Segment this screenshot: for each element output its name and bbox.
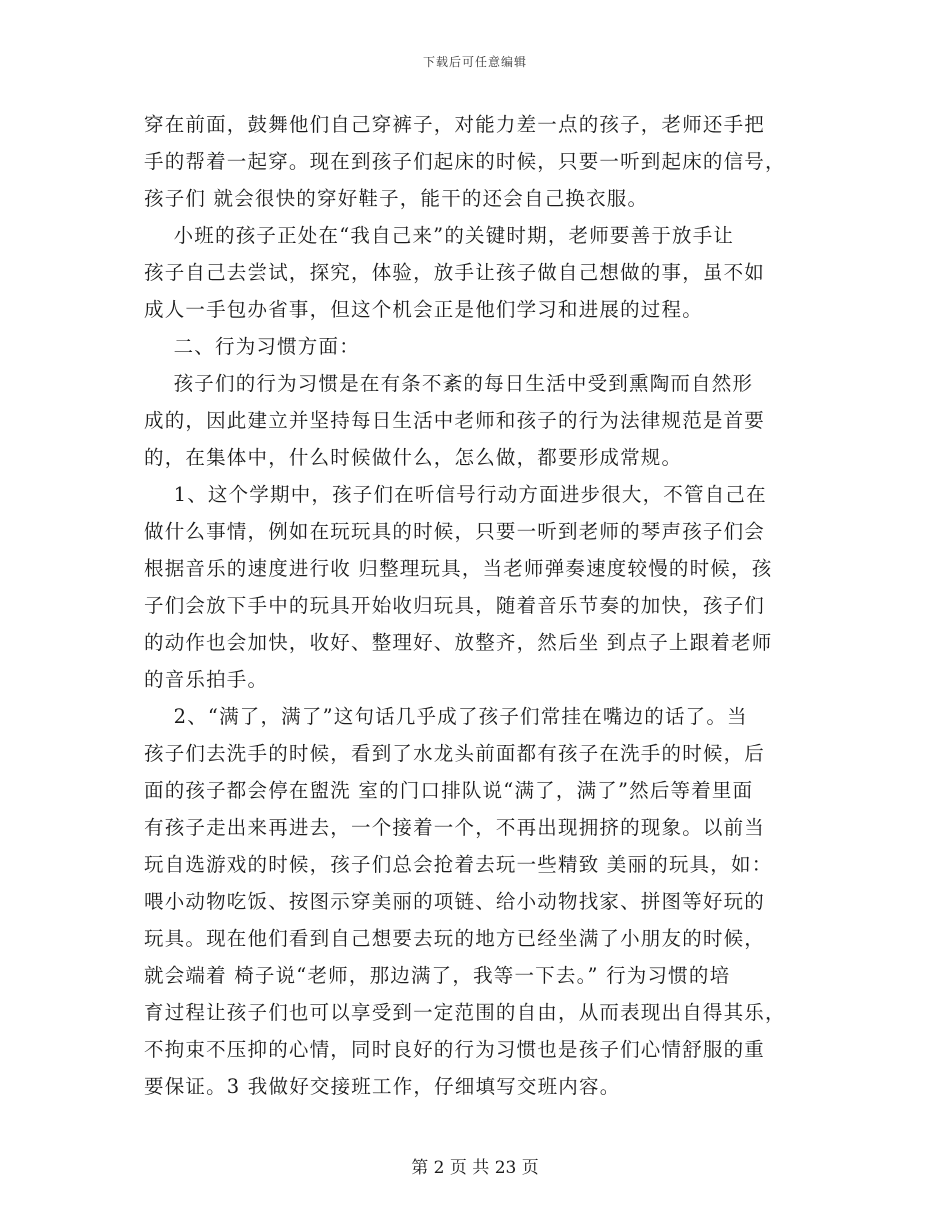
- text-line: 做什么事情，例如在玩玩具的时候，只要一听到老师的琴声孩子们会: [144, 520, 766, 543]
- text-line: 就会端着 椅子说“老师，那边满了，我等一下去。” 行为习惯的培: [144, 964, 731, 987]
- text-line: 育过程让孩子们也可以享受到一定范围的自由，从而表现出自得其乐，: [144, 1001, 786, 1024]
- text-line: 玩具。现在他们看到自己想要去玩的地方已经坐满了小朋友的时候，: [144, 927, 766, 950]
- text-line: 孩子们去洗手的时候，看到了水龙头前面都有孩子在洗手的时候，后: [144, 742, 766, 765]
- text-line: 成人一手包办省事，但这个机会正是他们学习和进展的过程。: [144, 298, 703, 321]
- text-line: 玩自选游戏的时候，孩子们总会抢着去玩一些精致 美丽的玩具，如：: [144, 853, 773, 876]
- text-line: 成的，因此建立并坚持每日生活中老师和孩子的行为法律规范是首要: [144, 409, 766, 432]
- text-line: 的动作也会加快，收好、整理好、放整齐，然后坐 到点子上跟着老师: [144, 631, 773, 654]
- text-line: 喂小动物吃饭、按图示穿美丽的项链、给小动物找家、拼图等好玩的: [144, 890, 766, 913]
- page-number: 第 2 页 共 23 页: [411, 1158, 539, 1178]
- text-line: 孩子们 就会很快的穿好鞋子，能干的还会自己换衣服。: [144, 187, 649, 210]
- text-line: 不拘束不压抑的心情，同时良好的行为习惯也是孩子们心情舒服的重: [144, 1038, 766, 1061]
- text-line: 的，在集体中，什么时候做什么，怎么做，都要形成常规。: [144, 446, 683, 469]
- text-line: 根据音乐的速度进行收 归整理玩具，当老师弹奏速度较慢的时候，孩: [144, 557, 773, 580]
- text-line: 小班的孩子正处在“我自己来”的关键时期，老师要善于放手让: [144, 224, 735, 247]
- text-line: 手的帮着一起穿。现在到孩子们起床的时候，只要一听到起床的信号，: [144, 150, 786, 173]
- text-line: 穿在前面，鼓舞他们自己穿裤子，对能力差一点的孩子，老师还手把: [144, 113, 766, 136]
- text-line: 孩子自己去尝试，探究，体验，放手让孩子做自己想做的事，虽不如: [144, 261, 766, 284]
- text-line: 2、“满了，满了”这句话几乎成了孩子们常挂在嘴边的话了。当: [144, 705, 748, 728]
- text-line: 有孩子走出来再进去，一个接着一个，不再出现拥挤的现象。以前当: [144, 816, 766, 839]
- text-line: 1、这个学期中，孩子们在听信号行动方面进步很大，不管自己在: [144, 483, 767, 506]
- page-header: 下载后可任意编辑: [422, 55, 527, 69]
- document-body: [144, 106, 812, 1105]
- text-line: 孩子们的行为习惯是在有条不紊的每日生活中受到熏陶而自然形: [144, 372, 754, 395]
- text-line: 的音乐拍手。: [144, 668, 269, 691]
- text-line: 面的孩子都会停在盥洗 室的门口排队说“满了，满了”然后等着里面: [144, 779, 754, 802]
- section-heading: 二、行为习惯方面：: [144, 335, 360, 358]
- text-line: 要保证。3 我做好交接班工作，仔细填写交班内容。: [144, 1075, 621, 1098]
- text-line: 子们会放下手中的玩具开始收归玩具，随着音乐节奏的加快，孩子们: [144, 594, 766, 617]
